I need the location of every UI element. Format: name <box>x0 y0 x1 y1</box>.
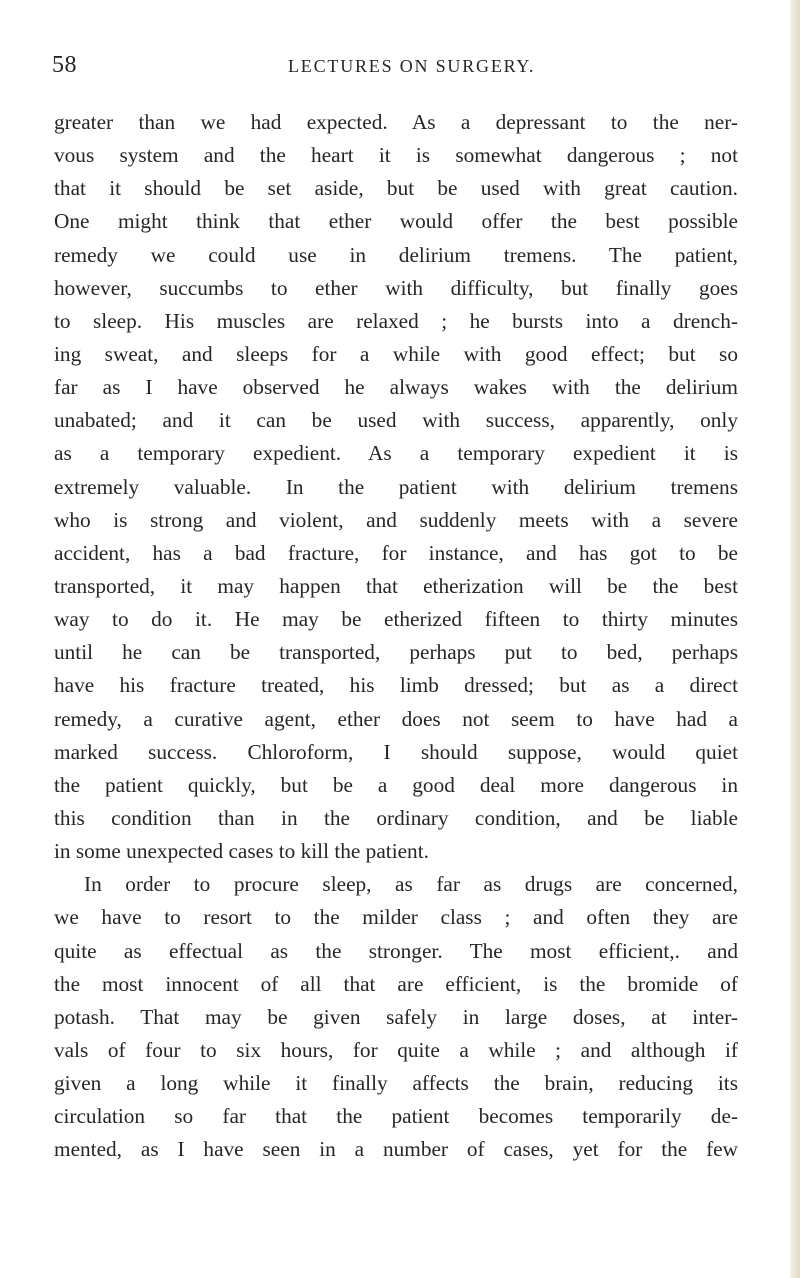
text-line: unabated; and it can be used with success, apparently, only <box>54 408 738 433</box>
text-line: far as I have observed he always wakes with the delirium <box>54 375 738 400</box>
text-line: mented, as I have seen in a number of cases, yet for the few <box>54 1137 738 1162</box>
text-line: greater than we had expected. As a depressant to the ner- <box>54 110 738 134</box>
text-line: until he can be transported, perhaps put to bed, perhaps <box>54 640 738 665</box>
page-edge <box>790 0 800 1278</box>
text-line: that it should be set aside, but be used with great caution. <box>54 176 738 201</box>
text-line: remedy we could use in delirium tremens. The patient, <box>54 242 738 267</box>
text-line: as a temporary expedient. As a temporary expedient it is <box>54 441 738 466</box>
text-line: however, succumbs to ether with difficulty, but finally goes <box>54 275 738 300</box>
text-line: remedy, a curative agent, ether does not seem to have had a <box>54 706 738 731</box>
paragraph-end-line: in some unexpected cases to kill the patient. <box>54 839 429 864</box>
text-line: the patient quickly, but be a good deal more dangerous in <box>54 772 738 797</box>
text-line: ing sweat, and sleeps for a while with good effect; but so <box>54 341 738 366</box>
page-number: 58 <box>52 52 77 78</box>
page-header <box>0 52 800 82</box>
text-line: quite as effectual as the stronger. The most efficient,. and <box>54 938 738 963</box>
text-line: accident, has a bad fracture, for instance, and has got to be <box>54 540 738 565</box>
text-line: vous system and the heart it is somewhat dangerous ; not <box>54 143 738 168</box>
body-text <box>54 106 738 1167</box>
text-line: potash. That may be given safely in large doses, at inter- <box>54 1004 738 1029</box>
text-line: way to do it. He may be etherized fifteen to thirty minutes <box>54 607 738 632</box>
text-line: marked success. Chloroform, I should suppose, would quiet <box>54 739 738 764</box>
text-line: we have to resort to the milder class ; and often they are <box>54 905 738 930</box>
text-line: given a long while it finally affects the brain, reducing its <box>54 1071 738 1096</box>
text-line: have his fracture treated, his limb dressed; but as a direct <box>54 673 738 698</box>
text-line: transported, it may happen that etherization will be the best <box>54 573 738 598</box>
text-line: who is strong and violent, and suddenly meets with a severe <box>54 507 738 532</box>
paragraph-start-line: In order to procure sleep, as far as drugs are concerned, <box>84 872 738 897</box>
text-line: circulation so far that the patient becomes temporarily de- <box>54 1104 738 1129</box>
text-line: One might think that ether would offer the best possible <box>54 209 738 234</box>
text-line: to sleep. His muscles are relaxed ; he bursts into a drench- <box>54 308 738 333</box>
text-line: this condition than in the ordinary condition, and be liable <box>54 805 738 830</box>
running-title: LECTURES ON SURGERY. <box>288 56 536 76</box>
text-line: extremely valuable. In the patient with delirium tremens <box>54 474 738 499</box>
text-line: the most innocent of all that are efficient, is the bromide of <box>54 971 738 996</box>
text-line: vals of four to six hours, for quite a while ; and although if <box>54 1037 738 1062</box>
